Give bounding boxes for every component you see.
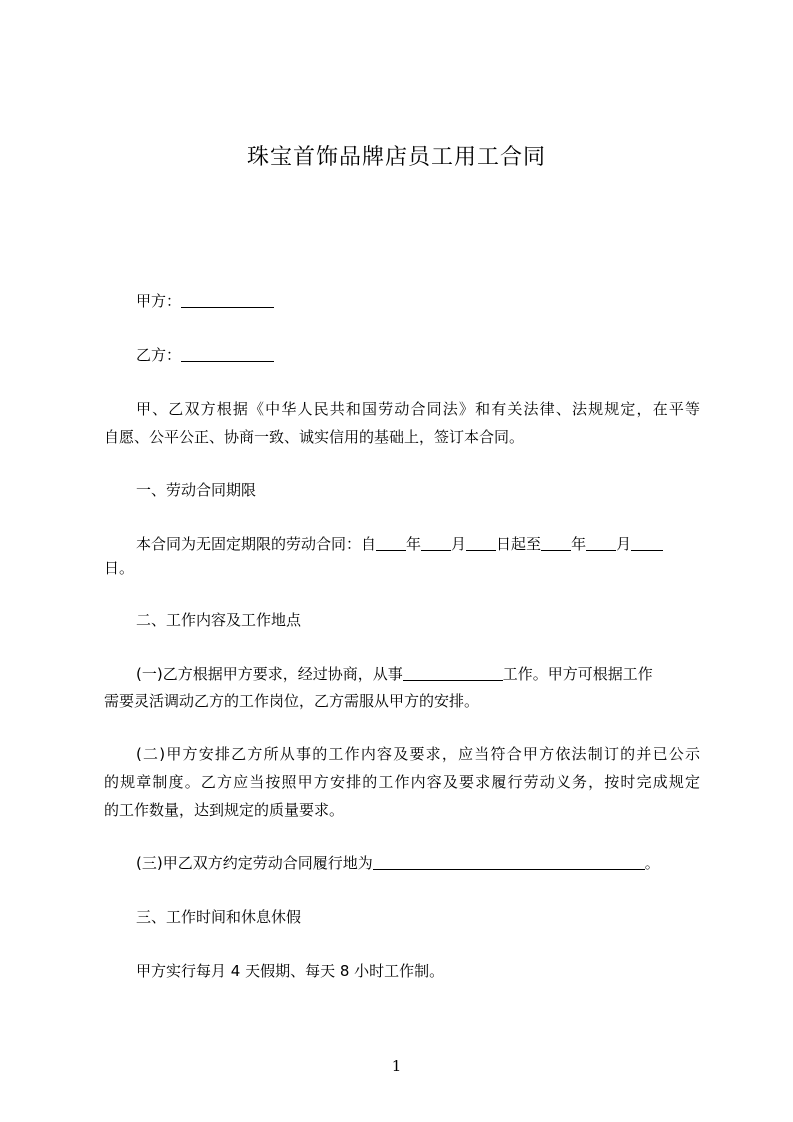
start-day-blank [466, 532, 496, 551]
end-month-label: 月 [616, 535, 632, 553]
workplace-blank [373, 851, 645, 870]
start-month-blank [421, 532, 451, 551]
section-2-p1-line-1 [136, 659, 732, 689]
intro-line-2: 自愿、公平公正、协商一致、诚实信用的基础上，签订本合同。 [104, 428, 525, 446]
party-b-label: 乙方： [136, 346, 182, 364]
term-lead-text: 本合同为无固定期限的劳动合同：自 [136, 535, 377, 553]
start-month-label: 月 [451, 535, 467, 553]
party-b-line [136, 340, 732, 370]
duty-lead-text: (一)乙方根据甲方要求，经过协商，从事 [136, 665, 403, 683]
intro-line-1: 甲、乙双方根据《中华人民共和国劳动合同法》和有关法律、法规规定，在平等 [136, 400, 700, 418]
page-number: 1 [391, 1057, 402, 1075]
party-a-blank [181, 289, 274, 308]
end-year-label: 年 [571, 535, 587, 553]
section-2-heading: 二、工作内容及工作地点 [136, 611, 302, 629]
party-b-blank [181, 343, 274, 362]
section-2-p3-line [136, 848, 732, 878]
start-year-blank [376, 532, 406, 551]
end-month-blank [586, 532, 616, 551]
section-3-p1: 甲方实行每月 4 天假期、每天 8 小时工作制。 [136, 962, 445, 980]
workplace-lead-text: (三)甲乙双方约定劳动合同履行地为 [136, 854, 373, 872]
section-2-p2-line-3: 的工作数量，达到规定的质量要求。 [104, 801, 345, 819]
section-1-line-2: 日。 [104, 559, 135, 577]
party-a-label: 甲方： [136, 292, 182, 310]
section-1-heading: 一、劳动合同期限 [136, 481, 257, 499]
duty-tail-text: 工作。甲方可根据工作 [502, 665, 653, 683]
section-2-p2-line-1: (二)甲方安排乙方所从事的工作内容及要求，应当符合甲方依法制订的并已公示 [136, 745, 700, 763]
job-blank [403, 662, 503, 681]
section-3-heading: 三、工作时间和休息休假 [136, 908, 302, 926]
party-a-line [136, 286, 732, 316]
from-label: 日起至 [496, 535, 542, 553]
workplace-end: 。 [644, 854, 660, 872]
end-day-blank [631, 532, 663, 551]
section-2-p2-line-2: 的规章制度。乙方应当按照甲方安排的工作内容及要求履行劳动义务，按时完成规定 [104, 773, 700, 791]
end-year-blank [541, 532, 571, 551]
start-year-label: 年 [406, 535, 422, 553]
document-title: 珠宝首饰品牌店员工用工合同 [246, 145, 546, 170]
section-2-p1-line-2: 需要灵活调动乙方的工作岗位，乙方需服从甲方的安排。 [104, 692, 480, 710]
